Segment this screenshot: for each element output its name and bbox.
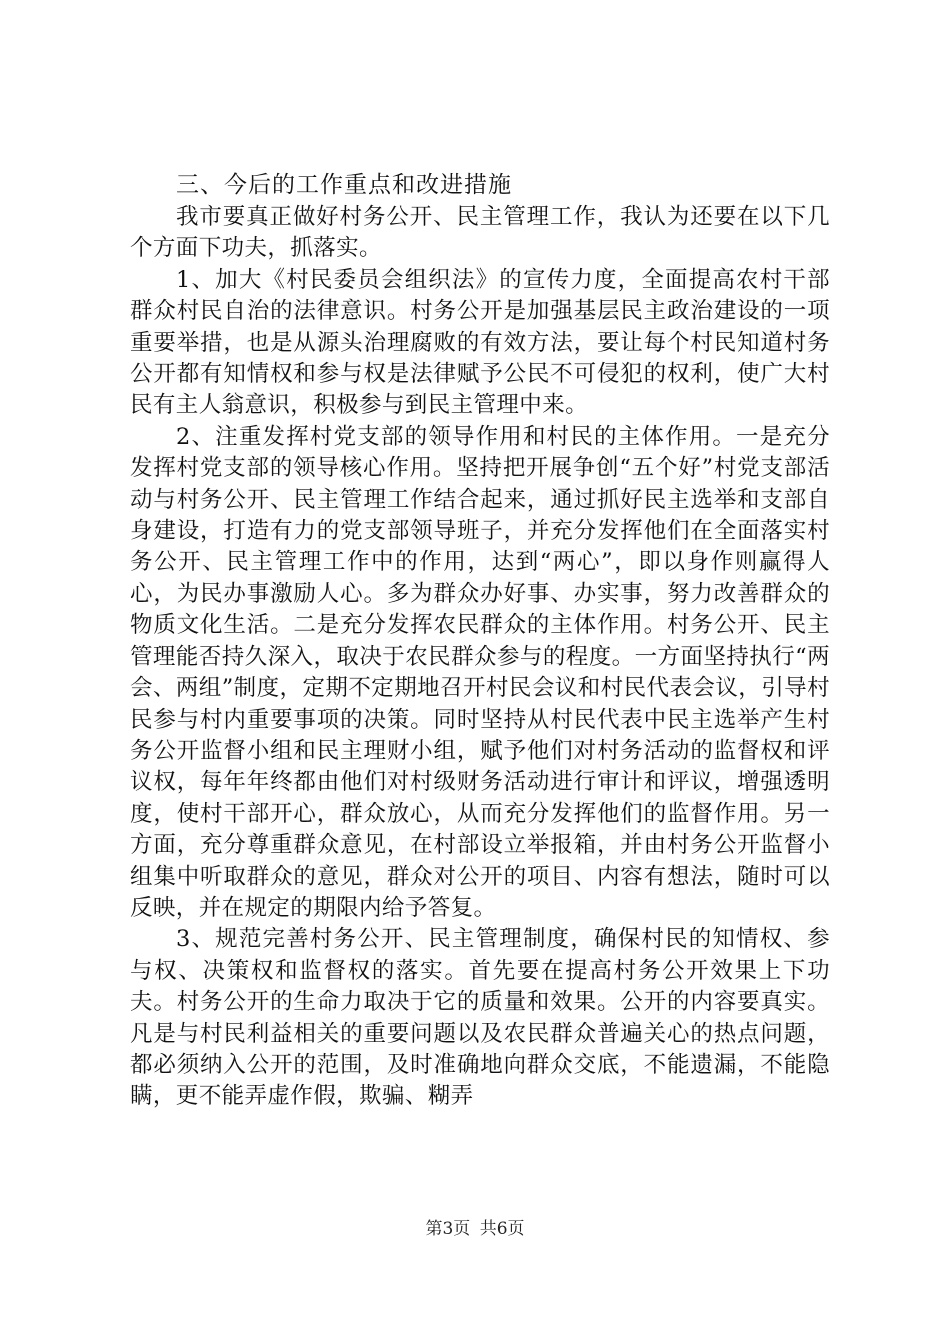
document-body xyxy=(130,170,830,1113)
paragraph-intro: 我市要真正做好村务公开、民主管理工作，我认为还要在以下几个方面下功夫，抓落实。 xyxy=(130,204,830,262)
page-number: 第3页 xyxy=(425,1219,471,1239)
paragraph-1: 1、加大《村民委员会组织法》的宣传力度，全面提高农村干部群众村民自治的法律意识。村务公开是加强基层民主政治建设的一项重要举措，也是从源头治理腐败的有效方法，要让每个村民知道村务公开都有知情权和参与权是法律赋予公民不可侵犯的权利，使广大村民有主人翁意识，积极参与到民主管理中来。 xyxy=(130,266,830,419)
page-footer xyxy=(0,1214,950,1239)
page-total: 共6页 xyxy=(479,1219,525,1239)
section-heading: 三、今后的工作重点和改进措施 xyxy=(176,172,512,198)
paragraph-2: 2、注重发挥村党支部的领导作用和村民的主体作用。一是充分发挥村党支部的领导核心作用。坚持把开展争创“五个好”村党支部活动与村务公开、民主管理工作结合起来，通过抓好民主选举和支部自身建设，打造有力的党支部领导班子，并充分发挥他们在全面落实村务公开、民主管理工作中的作用，达到“两心”，即以身作则赢得人心，为民办事激励人心。多为群众办好事、办实事，努力改善群众的物质文化生活。二是充分发挥农民群众的主体作用。村务公开、民主管理能否持久深入，取决于农民群众参与的程度。一方面坚持执行“两会、两组”制度，定期不定期地召开村民会议和村民代表会议，引导村民参与村内重要事项的决策。同时坚持从村民代表中民主选举产生村务公开监督小组和民主理财小组，赋予他们对村务活动的监督权和评议权，每年年终都由他们对村级财务活动进行审计和评议，增强透明度，使村干部开心，群众放心，从而充分发挥他们的监督作用。另一方面，充分尊重群众意见，在村部设立举报箱，并由村务公开监督小组集中听取群众的意见，群众对公开的项目、内容有想法，随时可以反映，并在规定的期限内给予答复。 xyxy=(130,423,830,921)
paragraph-3: 3、规范完善村务公开、民主管理制度，确保村民的知情权、参与权、决策权和监督权的落实。首先要在提高村务公开效果上下功夫。村务公开的生命力取决于它的质量和效果。公开的内容要真实。凡是与村民利益相关的重要问题以及农民群众普遍关心的热点问题，都必须纳入公开的范围，及时准确地向群众交底，不能遗漏，不能隐瞒，更不能弄虚作假，欺骗、糊弄 xyxy=(130,926,830,1110)
